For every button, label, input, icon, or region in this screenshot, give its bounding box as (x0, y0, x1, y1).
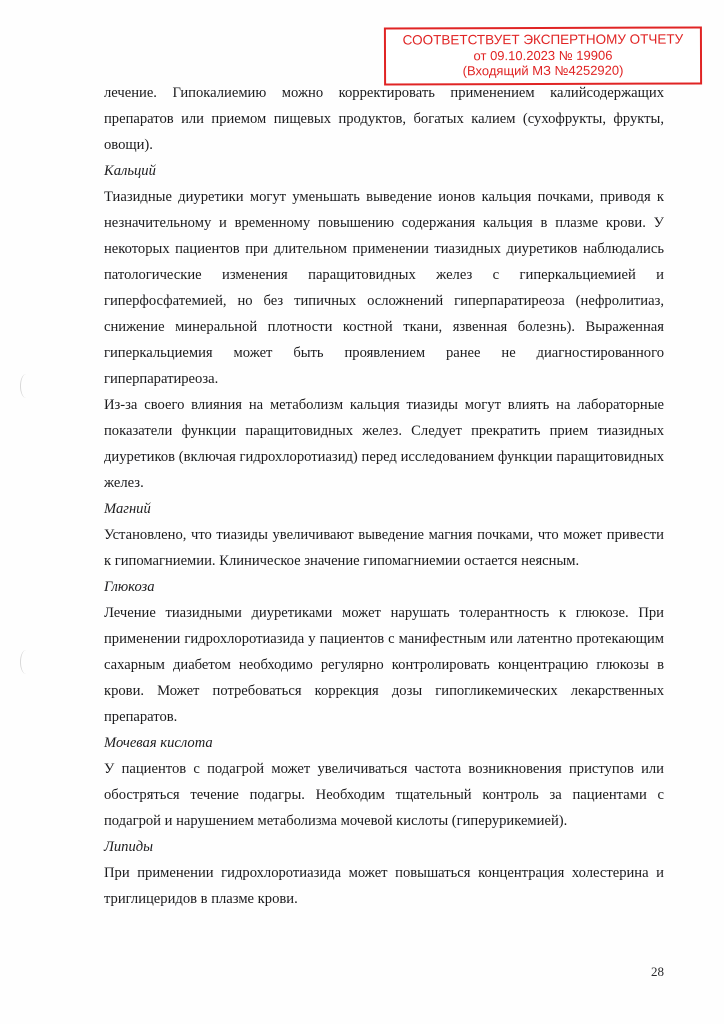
stamp-title: СООТВЕТСТВУЕТ ЭКСПЕРТНОМУ ОТЧЕТУ (402, 31, 684, 48)
expert-report-stamp (384, 26, 702, 85)
scan-artifact (20, 650, 32, 674)
section-heading: Глюкоза (104, 579, 155, 595)
paragraph: При применении гидрохлоротиазида может повышаться концентрация холестерина и триглицеридов в плазме крови. (104, 865, 664, 907)
paragraph: Тиазидные диуретики могут уменьшать выведение ионов кальция почками, приводя к незначительному и временному повышению содержания кальция в плазме крови. У некоторых пациентов при длительном применении тиазидных диуретиков наблюдались патологические изменения паращитовидных желез с гиперкальциемией и гиперфосфатемией, но без типичных осложнений гиперпаратиреоза (нефролитиаз, снижение минеральной плотности костной ткани, язвенная болезнь). Выраженная гиперкальциемия может быть проявлением ранее не диагностированного гиперпаратиреоза. (104, 189, 664, 387)
paragraph: Лечение тиазидными диуретиками может нарушать толерантность к глюкозе. При применении гидрохлоротиазида у пациентов с манифестным или латентно протекающим сахарным диабетом необходимо регулярно контролировать концентрацию глюкозы в крови. Может потребоваться коррекция дозы гипогликемических лекарственных препаратов. (104, 605, 664, 725)
scan-artifact (20, 374, 32, 398)
paragraph: У пациентов с подагрой может увеличиваться частота возникновения приступов или обостряться течение подагры. Необходим тщательный контроль за пациентами с подагрой и нарушением метаболизма мочевой кислоты (гиперурикемией). (104, 761, 664, 829)
stamp-date-number: от 09.10.2023 № 19906 (473, 47, 613, 64)
section-heading: Магний (104, 501, 151, 517)
stamp-incoming-number: (Входящий МЗ №4252920) (462, 62, 624, 79)
paragraph: Из-за своего влияния на метаболизм кальция тиазиды могут влиять на лабораторные показатели функции паращитовидных желез. Следует прекратить прием тиазидных диуретиков (включая гидрохлоротиазид) перед исследованием функции паращитовидных желез. (104, 397, 664, 491)
paragraph: Установлено, что тиазиды увеличивают выведение магния почками, что может привести к гипомагниемии. Клиническое значение гипомагниемии остается неясным. (104, 527, 664, 569)
section-heading: Кальций (104, 163, 156, 179)
page-number: 28 (651, 964, 664, 979)
section-heading: Мочевая кислота (104, 735, 213, 751)
section-heading: Липиды (104, 839, 154, 855)
document-body (104, 80, 664, 912)
paragraph: лечение. Гипокалиемию можно корректировать применением калийсодержащих препаратов или приемом пищевых продуктов, богатых калием (сухофрукты, фрукты, овощи). (104, 85, 664, 153)
